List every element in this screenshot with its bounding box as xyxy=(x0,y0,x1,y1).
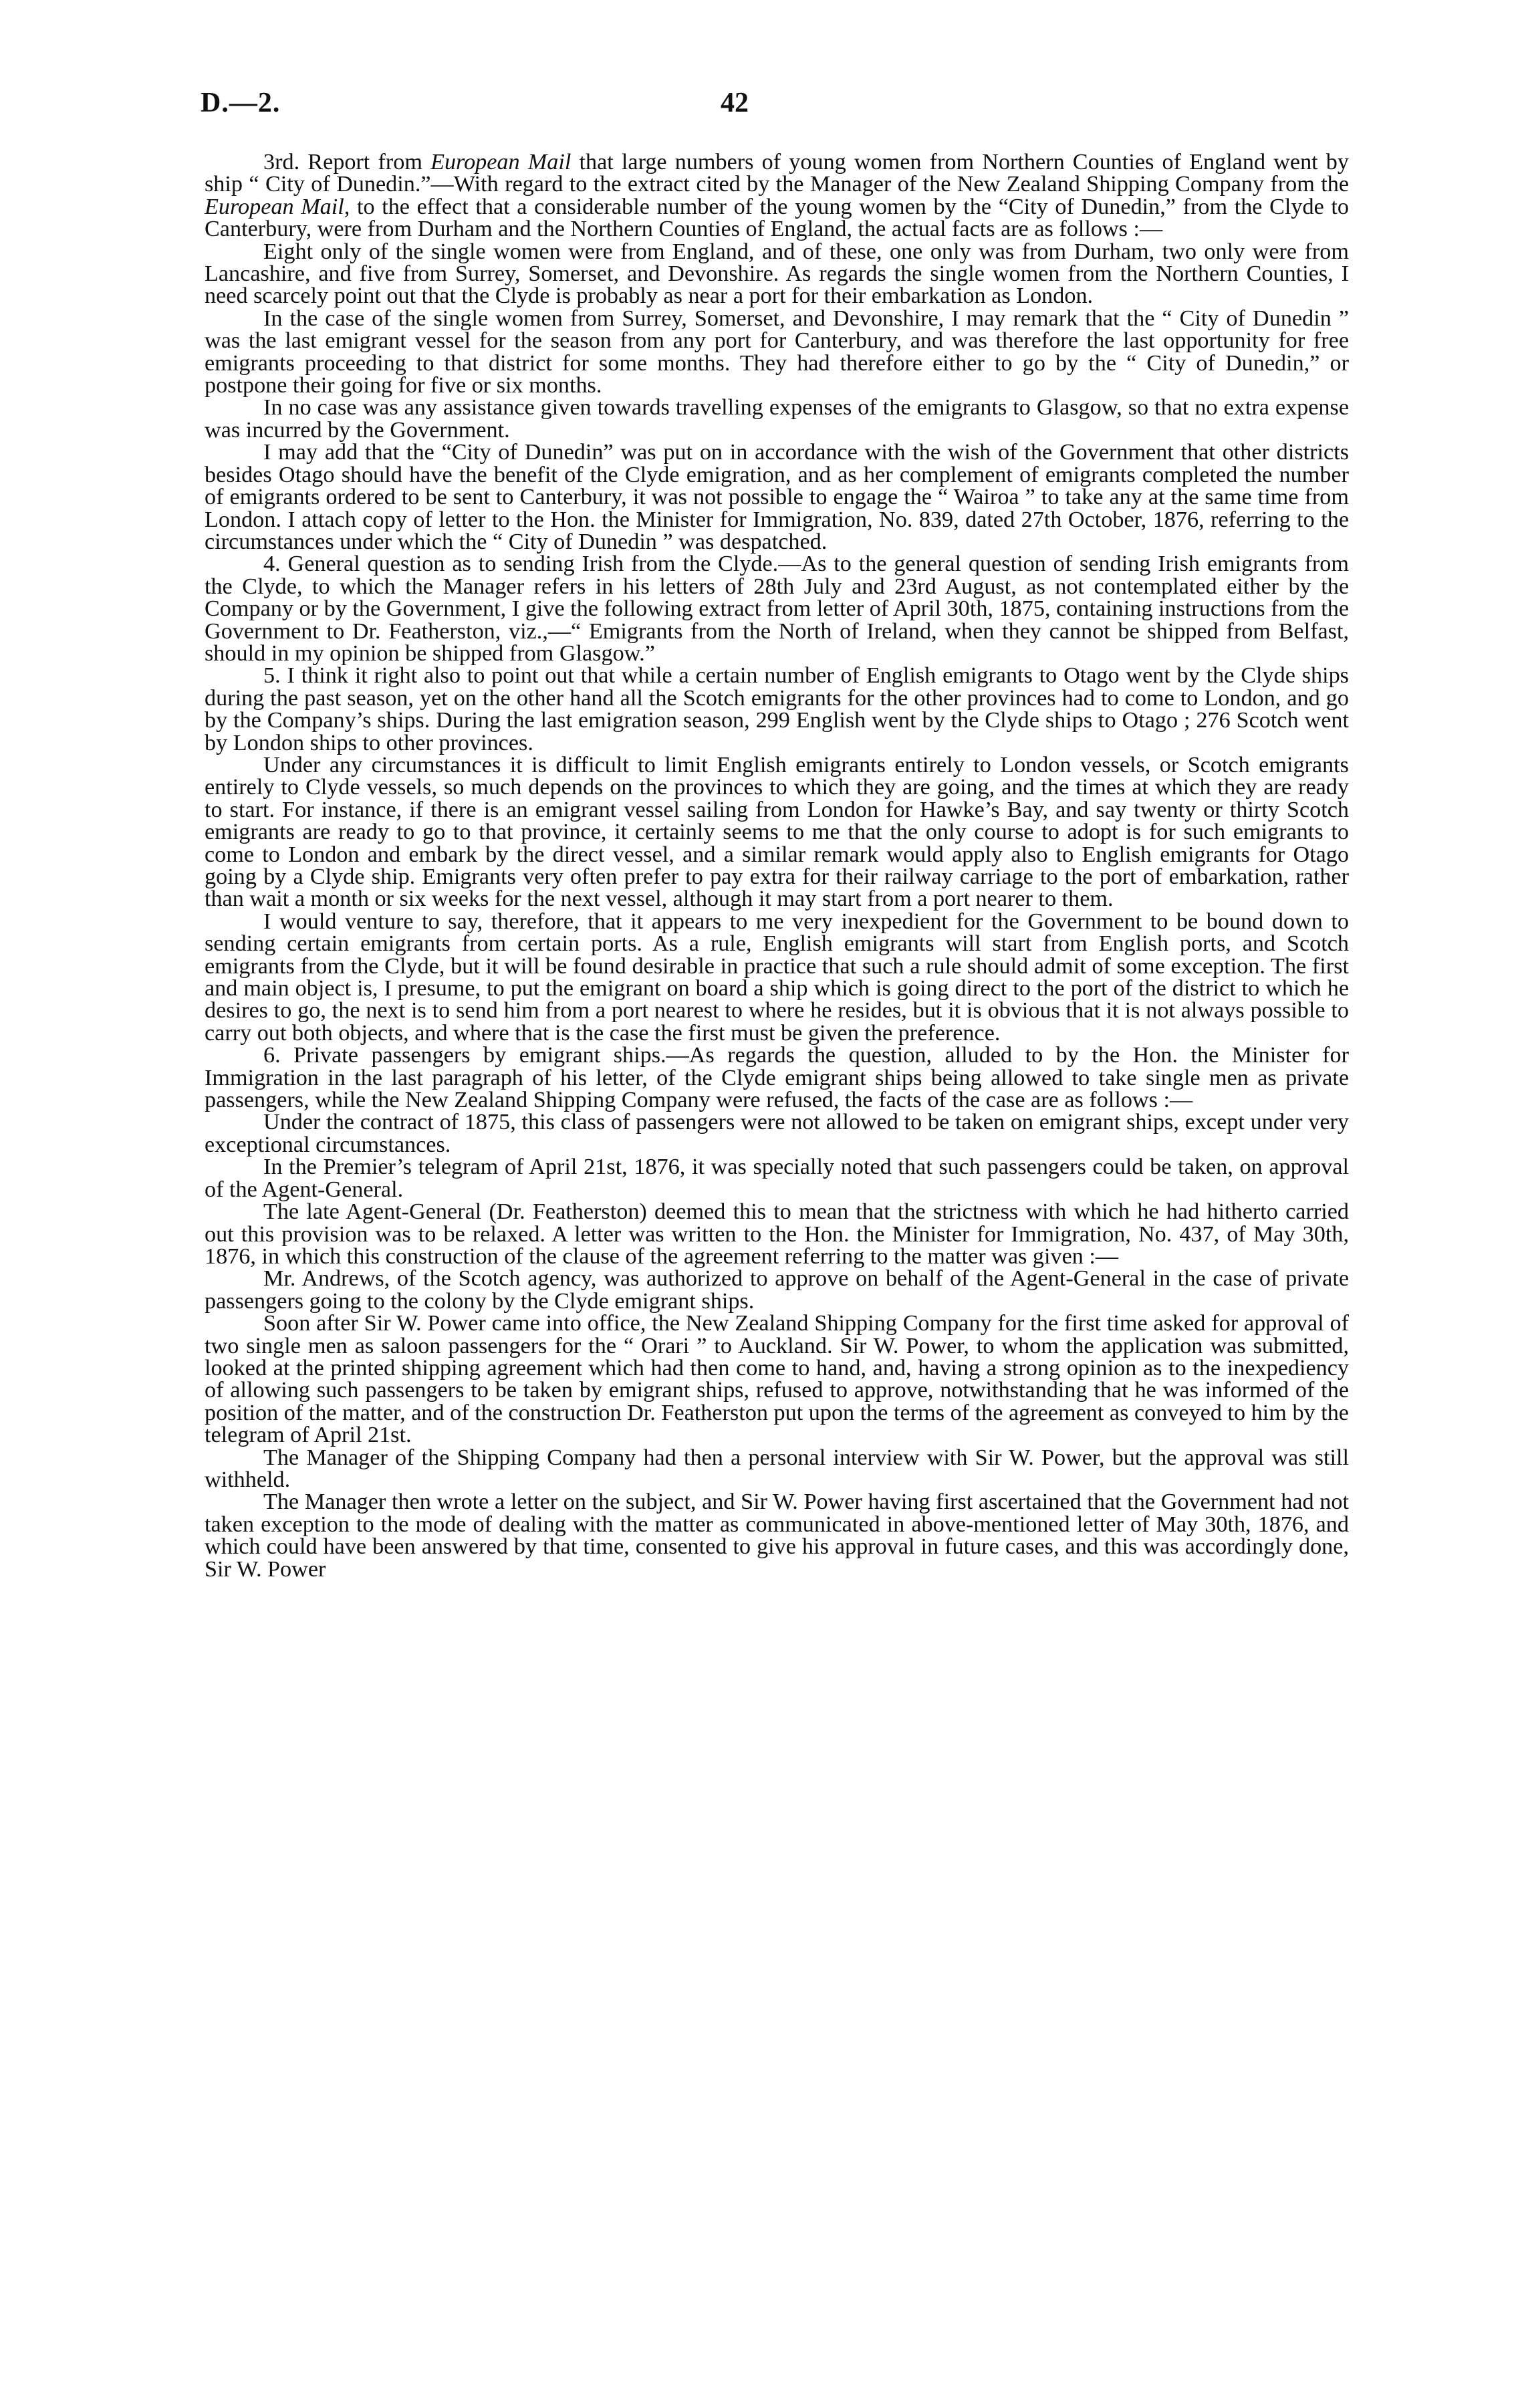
document-reference: D.—2. xyxy=(201,88,281,118)
paragraph xyxy=(205,1201,1349,1268)
paragraph-text: to the effect that a considerable number of the young women by the “City of Dunedin,” from the Clyde to Canterbury, were from Durham and the Northern Counties of England, the actual facts are as follows :— xyxy=(205,194,1349,242)
paragraph-text: Mr. Andrews, of the Scotch agency, was authorized to approve on behalf of the Agent-General in the case of private passengers going to the colony by the Clyde emigrant ships. xyxy=(205,1266,1349,1314)
paragraph xyxy=(205,665,1349,754)
paragraph xyxy=(205,241,1349,308)
paragraph-text: In the case of the single women from Surrey, Somerset, and Devonshire, I may remark that the “ City of Dunedin ” was the last emigrant vessel for the season from any port for Canterbury, and was therefore the last opportunity for free emigrants proceeding to that district for some months. They had therefore either to go by the “ City of Dunedin,” or postpone their going for five or six months. xyxy=(205,306,1349,398)
paragraph xyxy=(205,1447,1349,1491)
paragraph-text: Under any circumstances it is difficult to limit English emigrants entirely to London vessels, or Scotch emigrants entirely to Clyde vessels, so much depends on the provinces to which they are going, and the times at which they are ready to start. For instance, if there is an emigrant vessel sailing from London for Hawke’s Bay, and say twenty or thirty Scotch emigrants are ready to go to that province, it certainly seems to me that the only course to adopt is for such emigrants to come to London and embark by the direct vessel, and a similar remark would apply also to English emigrants for Otago going by a Clyde ship. Emigrants very often prefer to pay extra for their railway carriage to the port of embarkation, rather than wait a month or six weeks for the next vessel, although it may start from a port nearer to them. xyxy=(205,752,1349,912)
page-header xyxy=(201,87,1350,127)
paragraph xyxy=(205,308,1349,397)
paragraph-text: 4. General question as to sending Irish from the Clyde.—As to the general question of sending Irish emigrants from the Clyde, to which the Manager refers in his letters of 28th July and 23rd August, as not contemplated either by the Company or by the Government, I give the following extract from letter of April 30th, 1875, containing instructions from the Government to Dr. Featherston, viz.,—“ Emigrants from the North of Ireland, when they cannot be shipped from Belfast, should in my opinion be shipped from Glasgow.” xyxy=(205,552,1349,666)
paragraph xyxy=(205,1156,1349,1201)
paragraph-text: that large numbers of young women from Northern Counties of England went by ship “ City of Dunedin.”—With regard to the extract cited by the Manager of the New Zealand Shipping Company from the xyxy=(205,150,1349,197)
paragraph-text: I would venture to say, therefore, that it appears to me very inexpedient for the Government to be bound down to sending certain emigrants from certain ports. As a rule, English emigrants will start from English ports, and Scotch emigrants from the Clyde, but it will be found desirable in practice that such a rule should admit of some exception. The first and main object is, I presume, to put the emigrant on board a ship which is going direct to the port of the district to which he desires to go, the next is to send him from a port nearest to where he resides, but it is obvious that it is not always possible to carry out both objects, and where that is the case the first must be given the preference. xyxy=(205,909,1349,1046)
paragraph xyxy=(205,754,1349,911)
paragraph xyxy=(205,1111,1349,1156)
italic-text: European Mail xyxy=(430,150,572,174)
paragraph-text: 3rd. Report from xyxy=(263,150,431,174)
paragraph-text: Soon after Sir W. Power came into office, the New Zealand Shipping Company for the first time asked for approval of two single men as saloon passengers for the “ Orari ” to Auckland. Sir W. Power, to whom the application was submitted, looked at the printed shipping agreement which had then come to hand, and, having a strong opinion as to the inexpediency of allowing such passengers to be taken by emigrant ships, refused to approve, notwithstanding that he was informed of the position of the matter, and of the construction Dr. Featherston put upon the terms of the agreement as conveyed to him by the telegram of April 21st. xyxy=(205,1311,1349,1448)
paragraph xyxy=(205,396,1349,441)
paragraph-text: Eight only of the single women were from England, and of these, one only was from Durham, two only were from Lancashire, and five from Surrey, Somerset, and Devonshire. As regards the single women from the Northern Counties, I need scarcely point out that the Clyde is probably as near a port for their embarkation as London. xyxy=(205,239,1349,309)
paragraph-text: Under the contract of 1875, this class of passengers were not allowed to be taken on emigrant ships, except under very exceptional circumstances. xyxy=(205,1110,1349,1157)
paragraph-text: In no case was any assistance given towards travelling expenses of the emigrants to Glasgow, so that no extra expense was incurred by the Government. xyxy=(205,395,1349,443)
page-number: 42 xyxy=(721,88,749,118)
paragraph xyxy=(205,1312,1349,1446)
paragraph-text: 6. Private passengers by emigrant ships.—As regards the question, alluded to by the Hon. the Minister for Immigration in the last paragraph of his letter, of the Clyde emigrant ships being allowed to take single men as private passengers, while the New Zealand Shipping Company were refused, the facts of the case are as follows :— xyxy=(205,1043,1349,1113)
paragraph xyxy=(205,1044,1349,1111)
paragraph-text: In the Premier’s telegram of April 21st, 1876, it was specially noted that such passengers could be taken, on approval of the Agent-General. xyxy=(205,1155,1349,1202)
italic-text: European Mail, xyxy=(205,194,350,219)
paragraph xyxy=(205,911,1349,1044)
paragraph xyxy=(205,441,1349,553)
paragraph-text: The Manager then wrote a letter on the subject, and Sir W. Power having first ascertained that the Government had not taken exception to the mode of dealing with the matter as communicated in above-mentioned letter of May 30th, 1876, and which could have been answered by that time, consented to give his approval in future cases, and this was accordingly done, Sir W. Power xyxy=(205,1489,1349,1582)
paragraph xyxy=(205,1491,1349,1580)
document-body xyxy=(205,151,1349,1580)
paragraph xyxy=(205,1268,1349,1312)
paragraph-text: The Manager of the Shipping Company had then a personal interview with Sir W. Power, but the approval was still withheld. xyxy=(205,1445,1349,1492)
paragraph xyxy=(205,553,1349,665)
paragraph-text: 5. I think it right also to point out that while a certain number of English emigrants to Otago went by the Clyde ships during the past season, yet on the other hand all the Scotch emigrants for the other provinces had to come to London, and go by the Company’s ships. During the last emigration season, 299 English went by the Clyde ships to Otago ; 276 Scotch went by London ships to other provinces. xyxy=(205,663,1349,755)
paragraph xyxy=(205,151,1349,241)
paragraph-text: I may add that the “City of Dunedin” was put on in accordance with the wish of the Government that other districts besides Otago should have the benefit of the Clyde emigration, and as her complement of emigrants completed the number of emigrants ordered to be sent to Canterbury, it was not possible to engage the “ Wairoa ” to take any at the same time from London. I attach copy of letter to the Hon. the Minister for Immigration, No. 839, dated 27th October, 1876, referring to the circumstances under which the “ City of Dunedin ” was despatched. xyxy=(205,440,1349,554)
paragraph-text: The late Agent-General (Dr. Featherston) deemed this to mean that the strictness with which he had hitherto carried out this provision was to be relaxed. A letter was written to the Hon. the Minister for Immigration, No. 437, of May 30th, 1876, in which this construction of the clause of the agreement referring to the matter was given :— xyxy=(205,1199,1349,1269)
